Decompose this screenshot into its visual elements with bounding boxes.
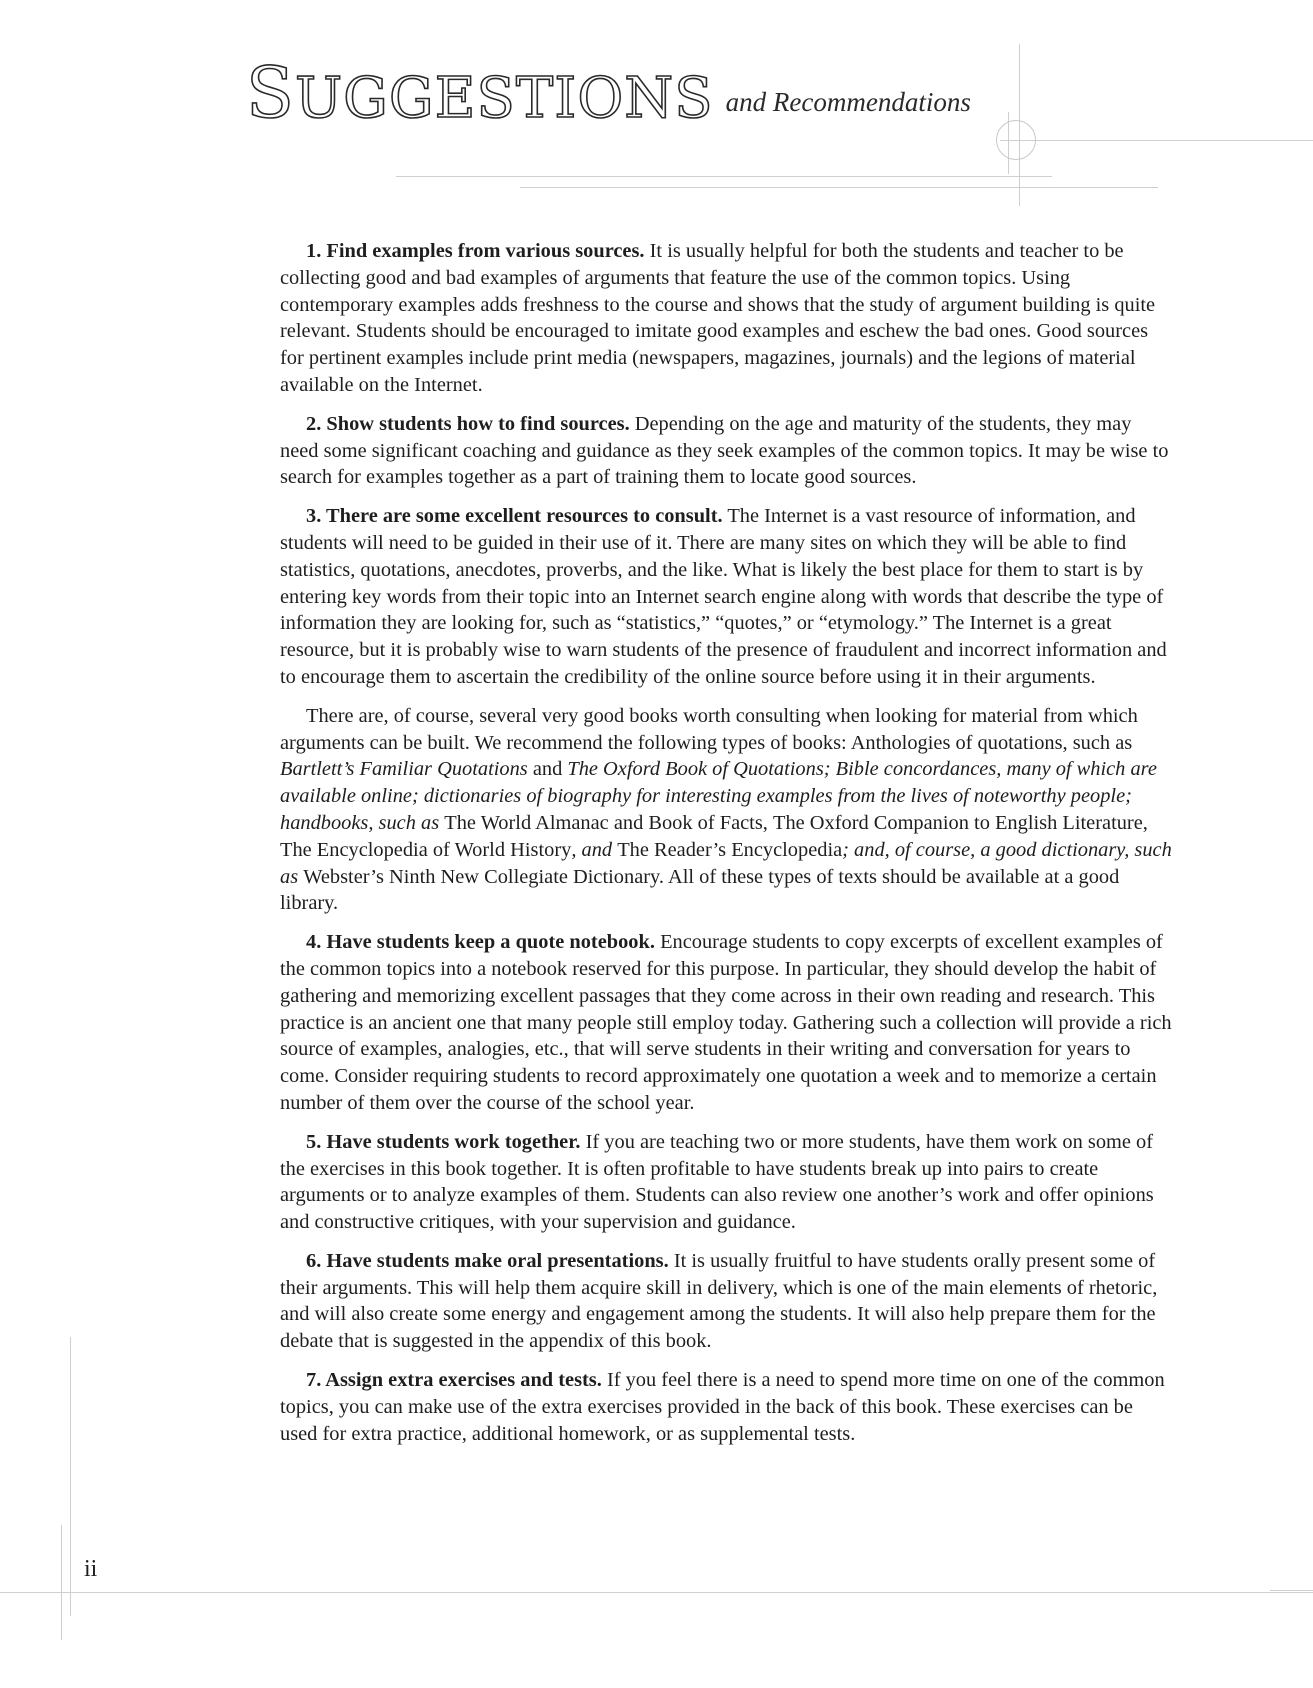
book-title: Bartlett’s Familiar Quotations bbox=[280, 758, 528, 781]
book-title: The Oxford Companion to English Literature, bbox=[772, 811, 1148, 834]
body-text bbox=[280, 238, 1173, 1459]
books-italic-text: , and bbox=[571, 838, 618, 861]
suggestion-3 bbox=[280, 503, 1173, 691]
suggestion-text: It is usually fruitful to have students orally present some of their arguments. This will help them acquire skill in delivery, which is one of the main elements of rhetoric, and will also create some energy and engagement among the students. It will also help prepare them for the debate that is suggested in the appendix of this book. bbox=[280, 1249, 1158, 1353]
suggestion-text: If you are teaching two or more students, have them work on some of the exercises in this book together. It is often profitable to have students break up into pairs to create arguments or to analyze examples of them. Students can also review one another’s work and offer opinions and constructive critiques, with your supervision and guidance. bbox=[280, 1130, 1154, 1234]
books-paragraph bbox=[280, 703, 1173, 917]
book-title: The Reader’s Encyclopedia bbox=[617, 838, 843, 861]
suggestion-5 bbox=[280, 1129, 1173, 1236]
suggestion-heading: 3. There are some excellent resources to consult. bbox=[306, 505, 723, 528]
page-title bbox=[246, 52, 971, 134]
books-italic-text: The Oxford Book of Quotations; Bible concordances, many of which are available online; dictionaries of biography for interesting examples from the lives of noteworthy people; handbooks, such as bbox=[280, 758, 1157, 834]
suggestion-text: If you feel there is a need to spend more time on one of the common topics, you can make use of the extra exercises provided in the back of this book. These exercises can be used for extra practice, additional homework, or as supplemental tests. bbox=[280, 1369, 1165, 1445]
suggestion-4 bbox=[280, 929, 1173, 1117]
title-suggestions bbox=[246, 52, 714, 134]
suggestion-heading: 7. Assign extra exercises and tests. bbox=[306, 1369, 602, 1392]
title-subtitle: and Recommendations bbox=[725, 87, 971, 117]
suggestion-7 bbox=[280, 1367, 1173, 1447]
guide-line-horizontal-bottom-right bbox=[1270, 1590, 1313, 1591]
suggestion-text: It is usually helpful for both the students and teacher to be collecting good and bad examples of arguments that feature the use of the common topics. Using contemporary examples adds freshness to the course and shows that the study of argument building is quite relevant. Students should be encouraged to imitate good examples and eschew the bad ones. Good sources for pertinent examples include print media (newspapers, magazines, journals) and the legions of material available on the Internet. bbox=[280, 240, 1156, 396]
suggestion-heading: 1. Find examples from various sources. bbox=[306, 240, 645, 262]
guide-line-horizontal-upper bbox=[396, 176, 1052, 177]
suggestion-text: The Internet is a vast resource of information, and students will need to be guided in their use of it. There are many sites on which they will be able to find statistics, quotations, anecdotes, proverbs, and the like. What is likely the best place for them to start is by entering key words from their topic into an Internet search engine along with words that describe the type of information they are looking for, such as “statistics,” “quotes,” or “etymology.” The Internet is a great resource, but it is probably wise to warn students of the presence of fraudulent and incorrect information and to encourage them to ascertain the credibility of the online source before using it in their arguments. bbox=[280, 505, 1167, 688]
registration-circle bbox=[996, 120, 1036, 160]
title-rest: UGGESTIONS bbox=[294, 66, 714, 131]
suggestion-heading: 4. Have students keep a quote notebook. bbox=[306, 931, 655, 954]
books-text: There are, of course, several very good books worth consulting when looking for material from which arguments can be built. We recommend the following types of books: Anthologies of quotations, such as bbox=[280, 704, 1138, 754]
guide-line-horizontal-lower bbox=[520, 187, 1158, 188]
suggestion-text: Depending on the age and maturity of the students, they may need some significant coaching and guidance as they seek examples of the common topics. It may be wise to search for examples together as a part of training them to locate good sources. bbox=[280, 412, 1169, 489]
guide-line-horizontal-top-right bbox=[1000, 140, 1313, 141]
page-number: ii bbox=[84, 1556, 98, 1582]
guide-line-vertical-bottom-left bbox=[70, 1337, 71, 1616]
guide-line-vertical-bottom-left-2 bbox=[61, 1525, 62, 1640]
suggestion-heading: 5. Have students work together. bbox=[306, 1130, 581, 1153]
books-text: Webster’s Ninth New Collegiate Dictionary. All of these types of texts should be available at a good library. bbox=[280, 865, 1120, 915]
suggestion-1 bbox=[280, 238, 1173, 399]
suggestion-2 bbox=[280, 411, 1173, 491]
suggestion-text: Encourage students to copy excerpts of excellent examples of the common topics into a notebook reserved for this purpose. In particular, they should develop the habit of gathering and memorizing excellent passages that they come across in their own reading and research. This practice is an ancient one that many people still employ today. Gathering such a collection will provide a rich source of examples, analogies, etc., that will serve students in their writing and conversation for years to come. Consider requiring students to record approximately one quotation a week and to memorize a certain number of them over the course of the school year. bbox=[280, 931, 1172, 1114]
book-title: The World Almanac and Book of Facts, bbox=[444, 811, 768, 834]
guide-line-horizontal-bottom bbox=[0, 1592, 1313, 1593]
books-text: and bbox=[527, 758, 568, 781]
suggestion-heading: 6. Have students make oral presentations. bbox=[306, 1249, 669, 1272]
books-italic-text: ; and, of course, a good dictionary, such as bbox=[280, 838, 1172, 888]
suggestion-6 bbox=[280, 1248, 1173, 1355]
suggestion-heading: 2. Show students how to find sources. bbox=[306, 412, 630, 435]
title-first-letter: S bbox=[246, 52, 295, 134]
guide-line-vertical-circle bbox=[1008, 112, 1009, 174]
book-title: The Encyclopedia of World History bbox=[280, 838, 572, 861]
